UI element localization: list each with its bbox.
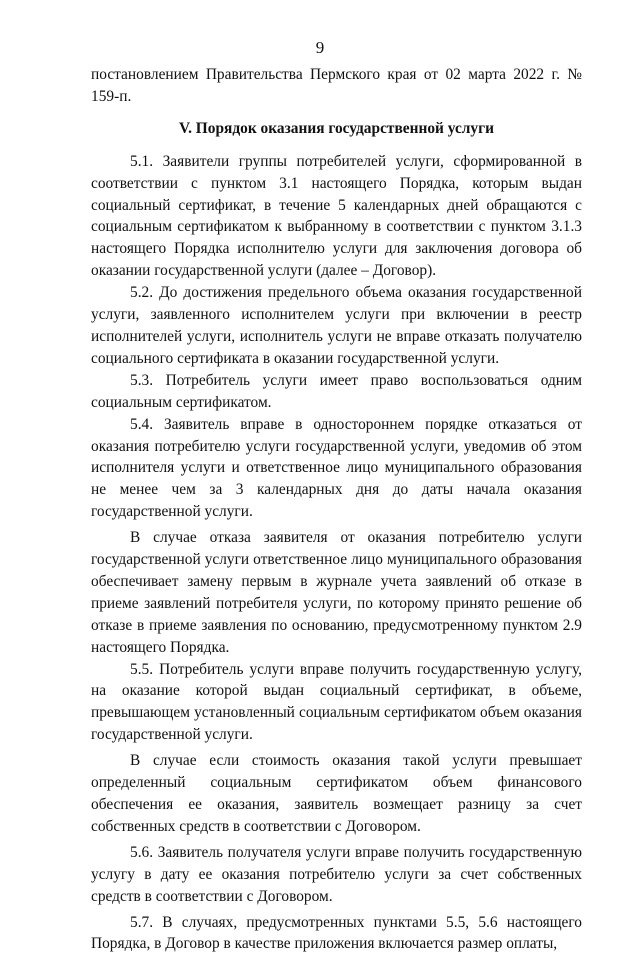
paragraph-5-6: 5.6. Заявитель получателя услуги вправе получить государственную услугу в дату ее оказания потребителю услуги за счет собственных средств в соответствии с Договором. — [91, 843, 582, 905]
paragraph-5-2: 5.2. До достижения предельного объема оказания государственной услуги, заявленного исполнителем услуги при включении в реестр исполнителей услуги, исполнитель услуги не вправе отказать получателю социального сертификата в оказании государственной услуги. — [91, 284, 582, 367]
paragraph-5-4: 5.4. Заявитель вправе в одностороннем порядке отказаться от оказания потребителю услуги государственной услуги, уведомив об этом исполнителя услуги и ответственное лицо муниципального образования не менее чем за 3 календарных дня до даты начала оказания государственной услуги. — [91, 415, 582, 521]
paragraph-5-1: 5.1. Заявители группы потребителей услуги, сформированной в соответствии с пунктом 3.1 настоящего Порядка, которым выдан социальный сертификат, в течение 5 календарных дней обращаются с социальным сертификатом к выбранному в соответствии с пунктом 3.1.3 настоящего Порядка исполнителю услуги для заключения договора об оказании государственной услуги (далее – Договор). — [91, 152, 582, 280]
paragraph-cost-excess-case: В случае если стоимость оказания такой услуги превышает определенный социальным сертификатом объем финансового обеспечения ее оказания, заявитель возмещает разницу за счет собственных средств в соответствии с Договором. — [91, 752, 582, 835]
section-heading: V. Порядок оказания государственной услуги — [178, 119, 494, 137]
paragraph-5-5: 5.5. Потребитель услуги вправе получить государственную услугу, на оказание которой выдан социальный сертификат, в объеме, превышающем установленный социальным сертификатом объем оказания государственной услуги. — [91, 660, 582, 744]
paragraph-continuation: постановлением Правительства Пермского края от 02 марта 2022 г. № 159-п. — [91, 66, 582, 105]
paragraph-5-7: 5.7. В случаях, предусмотренных пунктами 5.5, 5.6 настоящего Порядка, в Договор в качестве приложения включается размер оплаты, — [91, 913, 582, 953]
paragraph-refusal-case: В случае отказа заявителя от оказания потребителю услуги государственной услуги ответственное лицо муниципального образования обеспечивает замену первым в журнале учета заявлений об отказе в приеме заявлений потребителя услуги, по которому принято решение об отказе в приеме заявления по основанию, предусмотренному пунктом 2.9 настоящего Порядка. — [91, 529, 582, 656]
document-body — [91, 64, 582, 955]
paragraph-5-3: 5.3. Потребитель услуги имеет право воспользоваться одним социальным сертификатом. — [91, 371, 582, 411]
page-number: 9 — [315, 38, 325, 57]
